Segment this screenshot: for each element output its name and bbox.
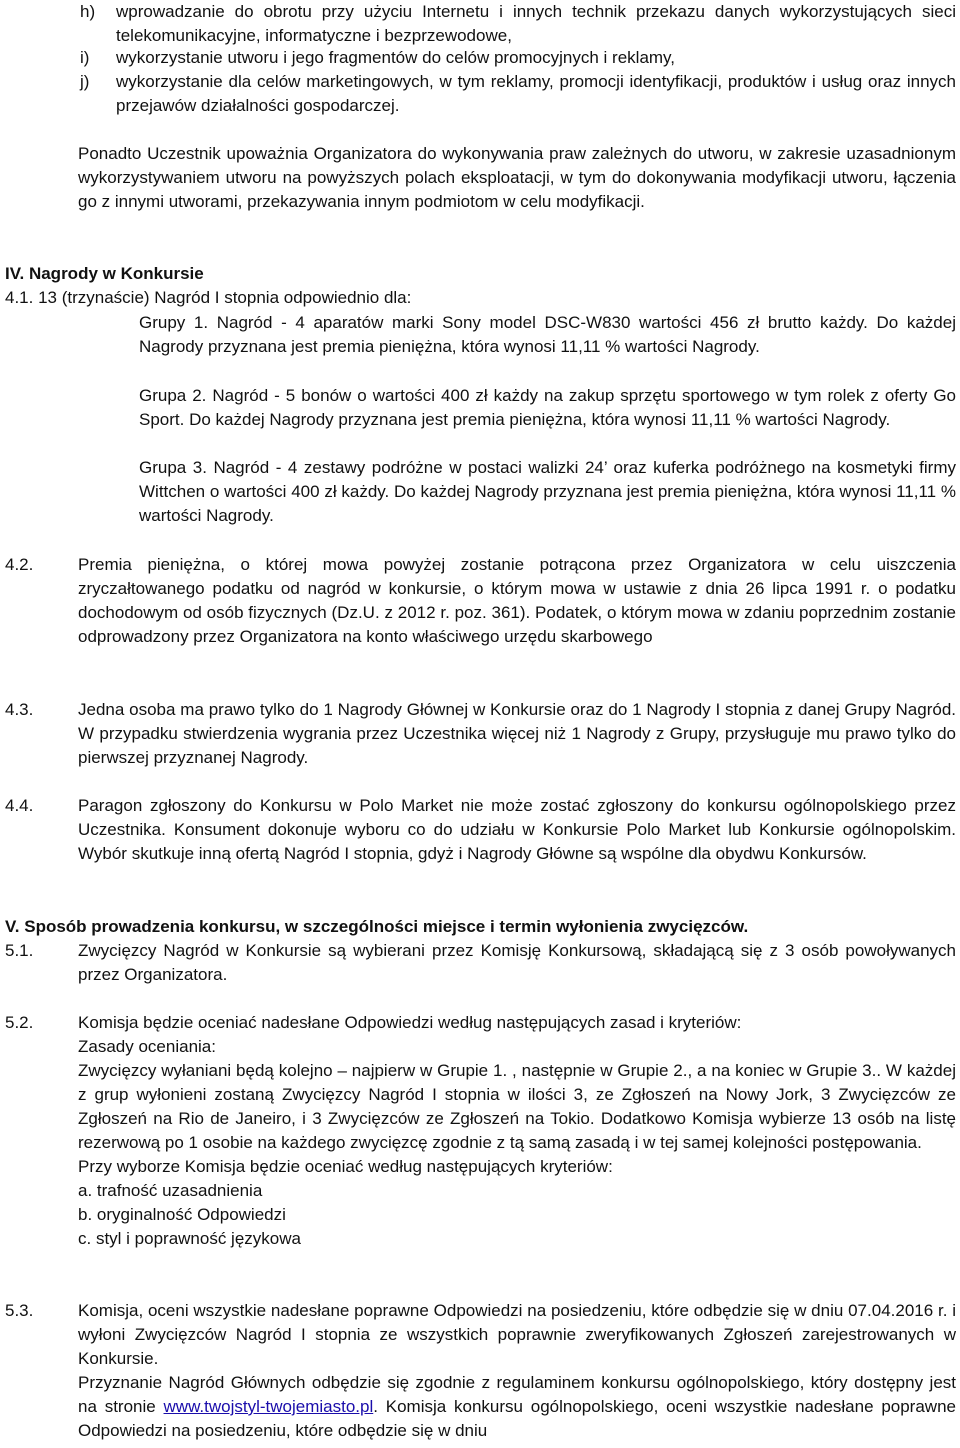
paragraph-ponadto: Ponadto Uczestnik upoważnia Organizatora do wykonywania praw zależnych do utworu, w zakresie uzasadnionym wykorzystywaniem utworu na powyższych polach eksploatacji, w tym do dokonywania modyfikacji utworu, łączenia go z innymi utworami, przekazywania innym podmiotom w celu modyfikacji.: [78, 144, 956, 211]
list-label: h): [80, 2, 96, 21]
prize-group-3: Grupa 3. Nagród - 4 zestawy podróżne w postaci walizki 24’ oraz kuferka podróżnego na kosmetyki firmy Wittchen o wartości 400 zł każdy. Do każdej Nagrody przyznana jest premia pieniężna, która wynosi 11,11 % wartości Nagrody.: [139, 458, 956, 525]
section-item-label: 5.1.: [5, 941, 34, 960]
section-item-text: Komisja, oceni wszystkie nadesłane poprawne Odpowiedzi na posiedzeniu, które odbędzie się w dniu 07.04.2016 r. i wyłoni Zwycięzców Nagród I stopnia ze wszystkich poprawnie zweryfikowanych Zgłoszeń zarejestrowanych w Konkursie.: [78, 1301, 956, 1368]
section-item-body: [78, 1011, 956, 1251]
criteria-intro: Przy wyborze Komisja będzie oceniać według następujących kryteriów:: [78, 1157, 613, 1176]
section-item-label: 4.2.: [5, 555, 34, 574]
prize-group-1: Grupy 1. Nagród - 4 aparatów marki Sony model DSC-W830 wartości 456 zł brutto każdy. Do każdej Nagrody przyznana jest premia pieniężna, która wynosi 11,11 % wartości Nagrody.: [139, 313, 956, 356]
section-item-label: 5.3.: [5, 1301, 34, 1320]
section-iv-heading: IV. Nagrody w Konkursie: [5, 264, 204, 283]
section-item-body: [78, 1299, 956, 1443]
list-label: i): [80, 48, 90, 67]
section-item-label: 4.4.: [5, 796, 34, 815]
section-item-text-link: [78, 1371, 956, 1443]
list-text: wprowadzanie do obrotu przy użyciu Internetu i innych technik przekazu danych wykorzystujących sieci telekomunikacyjne, informatyczne i bezprzewodowe,: [116, 2, 956, 45]
website-link[interactable]: www.twojstyl-twojemiasto.pl: [163, 1397, 374, 1416]
section-iv-intro: 4.1. 13 (trzynaście) Nagród I stopnia odpowiednio dla:: [5, 288, 412, 307]
rules-heading: Zasady oceniania:: [78, 1037, 216, 1056]
section-v-heading: V. Sposób prowadzenia konkursu, w szczególności miejsce i termin wyłonienia zwycięzców.: [5, 917, 749, 936]
text-before-link: Przyznanie Nagród Głównych odbędzie się zgodnie z regulaminem konkursu ogólnopolskiego, który dostępny jest na stronie: [78, 1373, 956, 1416]
section-item-text: Zwycięzcy Nagród w Konkursie są wybierani przez Komisję Konkursową, składającą się z 3 osób powoływanych przez Organizatora.: [78, 941, 956, 984]
list-label: j): [80, 72, 90, 91]
section-item-text: Premia pieniężna, o której mowa powyżej zostanie potrącona przez Organizatora w celu uiszczenia zryczałtowanego podatku od nagród w konkursie, o którym mowa w ustawie z dnia 26 lipca 1991 r. o podatku dochodowym od osób fizycznych (Dz.U. z 2012 r. poz. 361). Podatek, o którym mowa w zdaniu poprzednim zostanie odprowadzony przez Organizatora na konto właściwego urzędu skarbowego: [78, 555, 956, 646]
list-text: wykorzystanie utworu i jego fragmentów do celów promocyjnych i reklamy,: [116, 48, 676, 67]
criterion-a: a. trafność uzasadnienia: [78, 1181, 263, 1200]
section-item-label: 5.2.: [5, 1013, 34, 1032]
section-item-text: Paragon zgłoszony do Konkursu w Polo Market nie może zostać zgłoszony do konkursu ogólnopolskiego przez Uczestnika. Konsument dokonuje wyboru co do udziału w Konkursie Polo Market lub Konkursie ogólnopolskim. Wybór skutkuje inną ofertą Nagród I stopnia, gdyż i Nagrody Główne są wspólne dla obydwu Konkursów.: [78, 796, 956, 863]
list-text: wykorzystanie dla celów marketingowych, w tym reklamy, promocji identyfikacji, produktów i usług oraz innych przejawów działalności gospodarczej.: [116, 72, 956, 115]
criterion-b: b. oryginalność Odpowiedzi: [78, 1205, 286, 1224]
section-item-text: Jedna osoba ma prawo tylko do 1 Nagrody Głównej w Konkursie oraz do 1 Nagrody I stopnia z danej Grupy Nagród. W przypadku stwierdzenia wygrania przez Uczestnika więcej niż 1 Nagrody z Grupy, przysługuje mu prawo tylko do pierwszej przyznanej Nagrody.: [78, 700, 956, 767]
criteria-intro-line: Komisja będzie oceniać nadesłane Odpowiedzi według następujących zasad i kryteriów:: [78, 1013, 742, 1032]
text-after-link: . Komisja konkursu ogólnopolskiego, oceni wszystkie nadesłane poprawne Odpowiedzi na posiedzeniu, które odbędzie się w dniu: [78, 1397, 956, 1440]
rules-text: Zwycięzcy wyłaniani będą kolejno – najpierw w Grupie 1. , następnie w Grupie 2., a na koniec w Grupie 3.. W każdej z grup wyłonieni zostaną Zwycięzcy Nagród I stopnia w ilości 3, ze Zgłoszeń na Nowy Jork, 3 Zwycięzców ze Zgłoszeń na Rio de Janeiro, i 3 Zwycięzców ze Zgłoszeń na Tokio. Dodatkowo Komisja wybierze 13 osób na listę rezerwową po 1 osobie na każdego zwycięzcę zgodnie z tą samą zasadą i w tej samej kolejności postępowania.: [78, 1061, 956, 1152]
section-item-label: 4.3.: [5, 700, 34, 719]
criterion-c: c. styl i poprawność językowa: [78, 1229, 301, 1248]
prize-group-2: Grupa 2. Nagród - 5 bonów o wartości 400 zł każdy na zakup sprzętu sportowego w tym rolek z oferty Go Sport. Do każdej Nagrody przyznana jest premia pieniężna, która wynosi 11,11 % wartości Nagrody.: [139, 386, 956, 429]
